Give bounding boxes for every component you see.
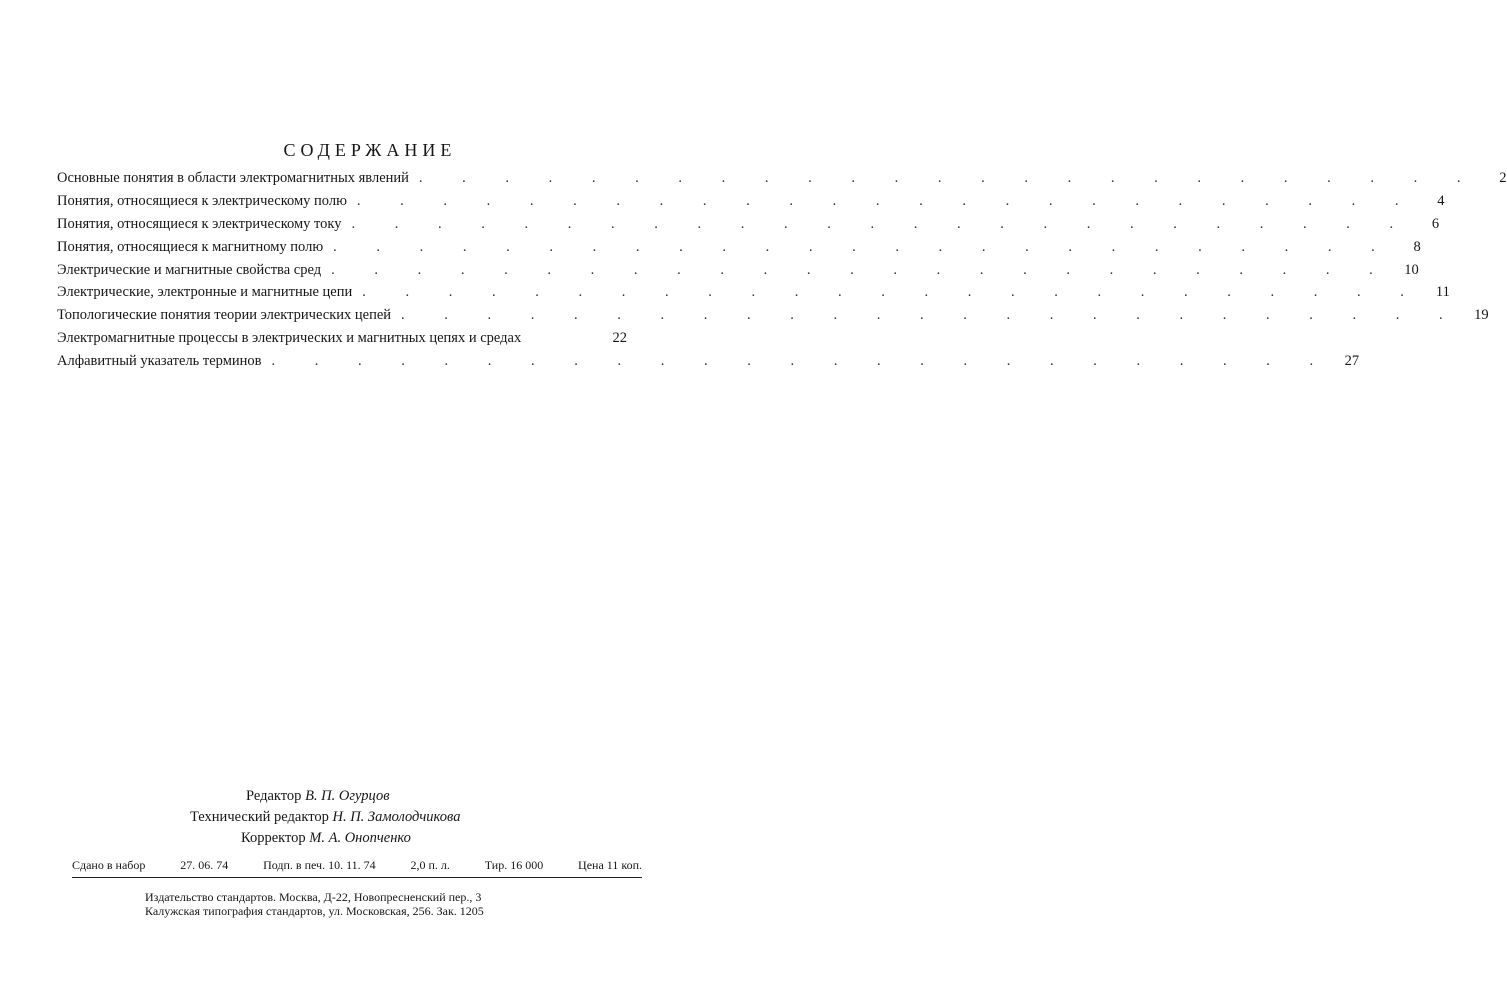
- credit-tech-editor-name: Н. П. Замолодчикова: [332, 809, 461, 825]
- toc-entry-text: Электромагнитные процессы в электрических и магнитных цепях и средах: [57, 330, 522, 347]
- credit-corrector-label: Корректор: [241, 830, 306, 846]
- toc-leader-dots: . . . . . . . . . . . . . . . . . . . . . . . . .: [271, 353, 1332, 370]
- imprint-print-run: Тир. 16 000: [484, 858, 544, 872]
- credit-corrector-name: М. А. Онопченко: [309, 830, 411, 846]
- toc-entry-text: Основные понятия в области электромагнитных явлений: [57, 170, 409, 186]
- publisher-line: Издательство стандартов. Москва, Д-22, Новопресненский пер., 3: [145, 890, 482, 904]
- imprint-typeset: Сдано в набор: [72, 858, 146, 872]
- toc-leader-dots: . . . . . . . . . . . . . . . . . . . . . . . . .: [333, 238, 1393, 255]
- toc-leader-dots: . . . . . . . . . . . . . . . . . . . . . . . . .: [356, 192, 1417, 209]
- imprint-sheets: 2,0 п. л.: [410, 858, 450, 872]
- toc-entry-page: 4: [1437, 192, 1445, 209]
- toc-entry: [57, 192, 1445, 216]
- toc-entry: [57, 307, 1489, 330]
- toc-leader-dots: . . . . . . . . . . . . . . . . . . . . . . . . .: [331, 261, 1391, 278]
- toc-entry-page: 19: [1474, 307, 1489, 324]
- toc-entry-page: 11: [1435, 284, 1450, 301]
- toc-entry: [57, 284, 1450, 307]
- credit-editor: [246, 788, 390, 805]
- toc-entry-text: Понятия, относящиеся к электрическому полю: [57, 192, 347, 209]
- toc-entry: [57, 330, 627, 353]
- toc-entry: [57, 238, 1421, 262]
- toc-entry: [57, 215, 1440, 239]
- toc-entry-text: Алфавитный указатель терминов: [57, 353, 262, 370]
- toc-entry-page: 8: [1413, 238, 1421, 255]
- toc-entry: [57, 170, 1507, 193]
- imprint-row: [72, 858, 642, 878]
- toc-entry-page: 10: [1404, 261, 1419, 278]
- toc-entry-text: Электрические и магнитные свойства сред: [57, 261, 322, 278]
- credit-editor-label: Редактор: [246, 788, 302, 804]
- toc-leader-dots: . . . . . . . . . . . . . . . . . . . . . . . . .: [418, 170, 1479, 186]
- imprint-signed: Подп. в печ. 10. 11. 74: [263, 858, 376, 872]
- toc-entry-page: 2: [1499, 170, 1507, 186]
- printing-house-line: Калужская типография стандартов, ул. Московская, 256. Зак. 1205: [145, 904, 484, 918]
- toc-entry: [57, 353, 1360, 376]
- toc-leader-dots: . . . . . . . . . . . . . . . . . . . . . . . . .: [362, 284, 1422, 301]
- toc-entry: [57, 261, 1419, 285]
- toc-entry-text: Электрические, электронные и магнитные цепи: [57, 284, 353, 301]
- toc-leader-dots: . . . . . . . . . . . . . . . . . . . . . . . . .: [401, 307, 1461, 324]
- credit-editor-name: В. П. Огурцов: [305, 788, 390, 804]
- toc-entry-page: 27: [1344, 353, 1360, 370]
- imprint-typeset-date: 27. 06. 74: [180, 858, 229, 872]
- toc-title: СОДЕРЖАНИЕ: [283, 140, 457, 160]
- toc-entry-text: Понятия, относящиеся к магнитному полю: [57, 238, 324, 255]
- credit-tech-editor: [190, 809, 460, 826]
- toc-entry-page: 6: [1431, 215, 1440, 232]
- credit-tech-editor-label: Технический редактор: [190, 809, 329, 825]
- toc-entry-page: 22: [612, 330, 627, 347]
- imprint-price: Цена 11 коп.: [578, 858, 642, 872]
- imprint-block: [72, 858, 642, 878]
- toc-entry-text: Понятия, относящиеся к электрическому току: [57, 215, 342, 232]
- toc-leader-dots: . . . . . . . . . . . . . . . . . . . . . . . . .: [351, 215, 1412, 232]
- toc-entry-text: Топологические понятия теории электрических цепей: [57, 307, 392, 324]
- table-of-contents: [57, 170, 1507, 376]
- credit-corrector: [241, 830, 411, 847]
